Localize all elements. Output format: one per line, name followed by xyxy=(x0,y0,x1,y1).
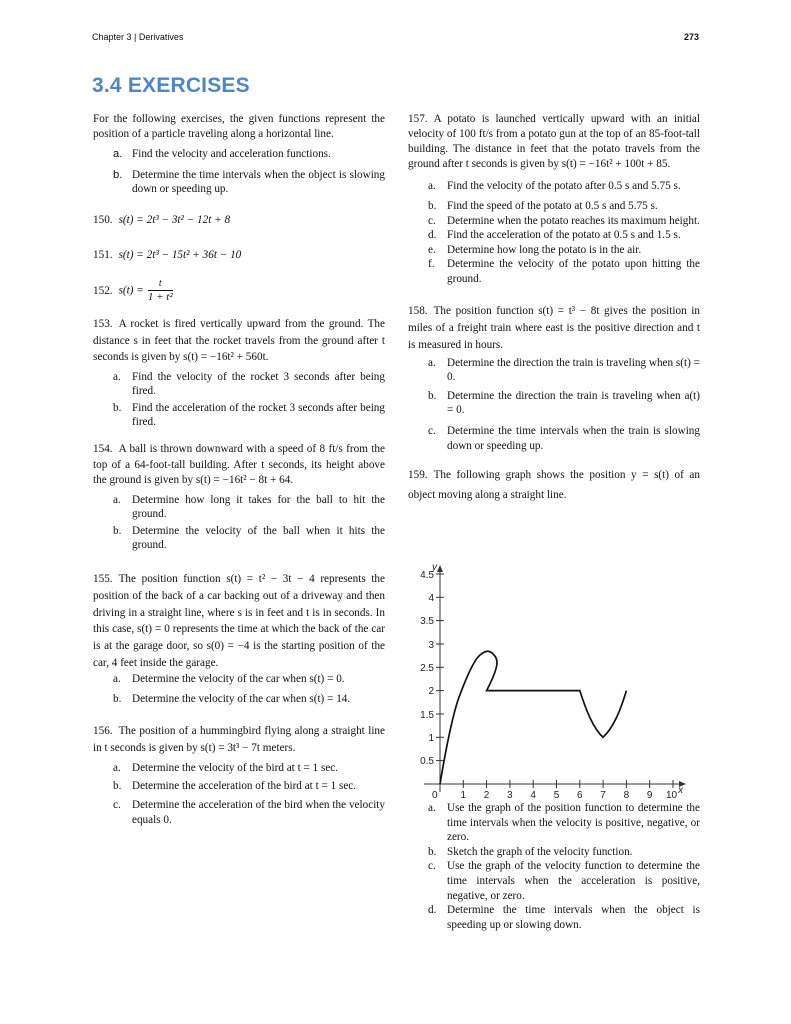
chapter-header: Chapter 3 | Derivatives xyxy=(92,32,184,42)
exercise-154: 154. A ball is thrown downward with a speed of 8 ft/s from the top of a 64-foot-tall building. After t seconds, its height above the ground is given by s(t) = −16t² − 8t + 64. xyxy=(93,443,385,487)
x-tick-labels xyxy=(432,785,684,801)
exercise-158: 158. The position function s(t) = t³ − 8t gives the position in miles of a freight train where east is the positive direction and t is measured in hours. xyxy=(408,304,700,351)
part-c: c. Determine the time intervals when the train is slowing down or speeding up. xyxy=(428,424,700,452)
right-column xyxy=(408,112,700,505)
svg-text:2: 2 xyxy=(483,790,490,801)
part-a: a. Determine how long it takes for the ball to hit the ground. xyxy=(113,493,385,521)
intro-text: For the following exercises, the given functions represent the position of a particle traveling along a horizontal line. xyxy=(93,113,385,140)
svg-text:6: 6 xyxy=(577,790,583,801)
y-axis-label: y xyxy=(432,562,437,573)
svg-text:9: 9 xyxy=(646,790,653,801)
part-b: b. Sketch the graph of the velocity function. xyxy=(428,845,633,858)
svg-text:10: 10 xyxy=(666,790,678,801)
part-b: b. Find the acceleration of the rocket 3 seconds after being fired. xyxy=(113,401,385,429)
exercise-154-parts xyxy=(93,493,385,553)
part-a: a. Use the graph of the position function to determine the time intervals when the velocity is positive, negative, or zero. xyxy=(428,802,700,844)
exercise-151: 151. s(t) = 2t³ − 15t² + 36t − 10 xyxy=(93,248,242,261)
exercise-157: 157. A potato is launched vertically upward with an initial velocity of 100 ft/s from a potato gun at the top of an 85-foot-tall building. The distance in feet that the potato travels from the ground after t seconds is given by s(t) = −16t² + 100t + 85. xyxy=(408,113,700,170)
svg-text:1.5: 1.5 xyxy=(420,710,434,721)
exercise-153: 153. A rocket is fired vertically upward from the ground. The distance s in feet that the rocket travels from the ground after t seconds is given by s(t) = −16t² + 560t. xyxy=(93,318,385,364)
position-graph-svg xyxy=(410,560,700,805)
exercise-159: 159. The following graph shows the position y = s(t) of an object moving along a straight line. xyxy=(408,469,700,502)
part-e: e. Determine how long the potato is in the air. xyxy=(428,243,642,256)
part-a: a. Determine the direction the train is traveling when s(t) = 0. xyxy=(428,356,700,384)
svg-text:0.5: 0.5 xyxy=(420,756,434,767)
part-b: b. Determine the velocity of the car when s(t) = 14. xyxy=(113,693,351,706)
page-number: 273 xyxy=(683,32,699,42)
svg-text:3: 3 xyxy=(507,790,513,801)
exercise-152: 152. s(t) = $\frac{t}{\text{1 + t²}}$ xyxy=(93,278,173,304)
exercise-157-parts xyxy=(408,178,700,287)
position-curve xyxy=(440,651,626,784)
part-d: d. Find the acceleration of the potato at 0.5 s and 1.5 s. xyxy=(428,229,681,242)
part-a: a. Determine the velocity of the bird at t = 1 sec. xyxy=(113,761,339,774)
part-a: a. Determine the velocity of the car when s(t) = 0. xyxy=(113,672,345,685)
part-d: d. Determine the time intervals when the object is speeding up or slowing down. xyxy=(428,904,700,931)
exercise-155-parts xyxy=(93,672,385,707)
intro-item-b: b. Determine the time intervals when the object is slowing down or speeding up. xyxy=(113,168,385,196)
part-a: a. Find the velocity of the rocket 3 seconds after being fired. xyxy=(113,370,385,398)
svg-text:4: 4 xyxy=(428,593,434,604)
part-c: c. Determine when the potato reaches its maximum height. xyxy=(428,214,700,227)
part-c: c. Determine the acceleration of the bird when the velocity equals 0. xyxy=(113,799,385,826)
part-f: f. Determine the velocity of the potato upon hitting the ground. xyxy=(428,258,700,285)
svg-text:3.5: 3.5 xyxy=(420,616,434,627)
svg-text:1: 1 xyxy=(460,790,467,801)
part-b: b. Determine the acceleration of the bird at t = 1 sec. xyxy=(113,780,357,793)
fraction: $\frac{t}{\text{1 + t²}}$ xyxy=(147,278,173,304)
y-axis-arrow-icon xyxy=(437,565,443,572)
svg-text:4.5: 4.5 xyxy=(420,570,434,581)
svg-text:5: 5 xyxy=(553,790,560,801)
exercise-159-parts-container xyxy=(408,801,700,934)
x-axis-label: x xyxy=(678,785,683,796)
svg-text:0: 0 xyxy=(432,790,438,801)
exercise-155: 155. The position function s(t) = t² − 3t − 4 represents the position of the back of a car backing out of a driveway and then driving in a straight line, where s is in feet and t is in seconds. In this case, s(t) = 0 represents the time at which the back of the car is at the garage door, so s(0) = −4 is the starting position of the car, 4 feet inside the garage. xyxy=(93,572,385,669)
y-tick-labels xyxy=(420,562,438,767)
exercise-156: 156. The position of a hummingbird flying along a straight line in t seconds is given by s(t) = 3t³ − 7t meters. xyxy=(93,724,385,754)
part-c: c. Use the graph of the velocity function to determine the time intervals when the acceleration is positive, negative, or zero. xyxy=(428,860,700,902)
position-graph xyxy=(410,560,700,805)
svg-text:3: 3 xyxy=(428,640,434,651)
exercise-153-parts xyxy=(93,370,385,430)
part-b: b. Find the speed of the potato at 0.5 s and 5.75 s. xyxy=(428,200,658,212)
exercise-150: 150. s(t) = 2t³ − 3t² − 12t + 8 xyxy=(93,213,231,226)
intro-item-a: a. Find the velocity and acceleration functions. xyxy=(113,148,331,161)
svg-text:1: 1 xyxy=(428,733,434,744)
part-a: a. Find the velocity of the potato after 0.5 s and 5.75 s. xyxy=(428,180,681,192)
part-b: b. Determine the direction the train is traveling when a(t) = 0. xyxy=(428,389,700,417)
svg-text:7: 7 xyxy=(600,790,606,801)
exercise-158-parts xyxy=(408,356,700,454)
exercise-159-parts xyxy=(408,801,700,932)
section-title: 3.4 EXERCISES xyxy=(92,74,250,97)
exercise-156-parts xyxy=(93,761,385,827)
svg-text:8: 8 xyxy=(623,790,630,801)
part-b: b. Determine the velocity of the ball when it hits the ground. xyxy=(113,524,385,552)
intro-list xyxy=(93,147,385,197)
left-column xyxy=(93,112,385,829)
svg-text:2: 2 xyxy=(428,686,434,697)
svg-text:2.5: 2.5 xyxy=(420,663,434,674)
svg-text:4: 4 xyxy=(530,790,536,801)
